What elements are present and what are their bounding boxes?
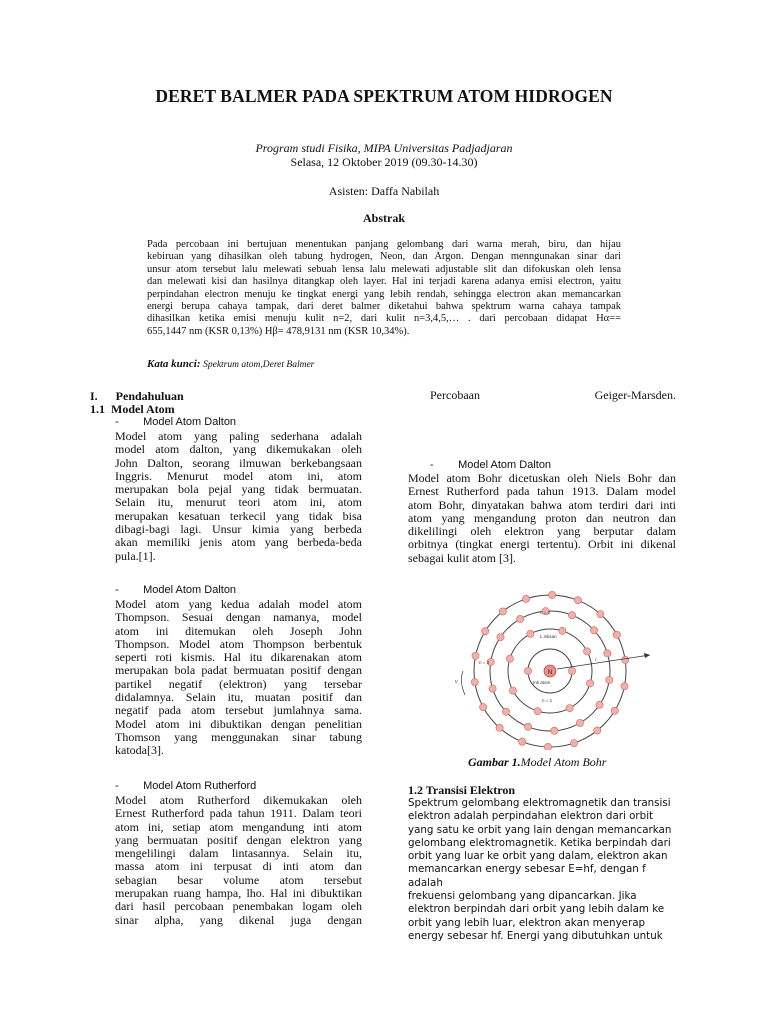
electron-icon: [509, 687, 516, 694]
abstract-line: unsur atom tersebut lalu melewati sebuah lensa lalu melewati adjustable slit dan difokuskan oleh lensa: [147, 263, 621, 275]
electron-icon: [622, 656, 629, 663]
text-line: sebagai kulit atom [3].: [408, 550, 516, 565]
assistant-name: Asisten: Daffa Nabilah: [328, 184, 440, 198]
section-model-atom: 1.1 Model Atom: [90, 402, 175, 417]
bohr-model-figure: [445, 585, 665, 750]
text-line: Model atom Bohr dicetuskan oleh Niels Bohr dan: [408, 471, 676, 485]
text-line: dikelilingi oleh elektron yang berputar dalam: [408, 524, 676, 539]
electron-icon: [524, 723, 531, 730]
electron-icon: [568, 667, 575, 674]
abstract-body: [147, 239, 621, 338]
electron-icon: [496, 724, 503, 731]
text-fragment: Percobaan: [430, 388, 480, 402]
paragraph-transisi: [408, 797, 676, 943]
electron-icon: [517, 615, 524, 622]
text-line: atom Bohr, dinyatakan bahwa atom terdiri dari inti: [408, 497, 676, 512]
electron-icon: [527, 630, 534, 637]
text-line: merupakan bola padat bermuatan positif dengan: [115, 663, 362, 678]
electron-icon: [594, 727, 601, 734]
text-line: atom yang mengandung proton dan neutron dan: [408, 510, 676, 525]
electron-icon: [549, 591, 556, 598]
electron-icon: [499, 608, 506, 615]
caption-number: Gambar 1.: [468, 755, 521, 769]
electron-icon: [506, 655, 513, 662]
text-line: pula.[1].: [115, 548, 156, 563]
section-transisi-elektron: 1.2 Transisi Elektron: [408, 783, 516, 797]
text-line: Ernest Rutherford pada tahun 1913. Dalam model: [408, 484, 676, 499]
text-line: gelombang elektromagnetik. Ketika berpindah dari: [408, 836, 671, 849]
text-line: partikel negatif (elektron) yang tersebar: [115, 676, 362, 691]
text-line: Thompson. Sesuai dengan namanya, model: [115, 610, 362, 625]
text-line: Model atom ini dibuktikan dengan penelitian: [115, 716, 362, 731]
electron-icon: [596, 701, 603, 708]
electron-icon: [574, 597, 581, 604]
text-line: merupakan kesatuan terkecil yang tidak bisa: [115, 508, 362, 523]
text-line: negatif pada atom tersebut jumlahnya sama.: [115, 703, 362, 718]
electron-icon: [524, 667, 531, 674]
text-line: katoda[3].: [115, 743, 164, 758]
text-line: memancarkan energy sebesar E=hf, dengan f adalah: [408, 863, 646, 889]
electron-icon: [570, 740, 577, 747]
electron-icon: [497, 634, 504, 641]
electron-icon: [604, 650, 611, 657]
text-line: dibagi-bagi lagi. Unsur kimia yang berbeda: [115, 522, 362, 537]
paragraph-rutherford: [115, 794, 362, 927]
paragraph-bohr: [408, 472, 676, 565]
text-line: orbitnya (tingkat energi tertentu). Orbit ini dikenal: [408, 537, 676, 552]
n3-label: n = 3: [479, 660, 490, 665]
text-line: Model atom yang paling sederhana adalah: [115, 429, 362, 443]
text-line: akan memiliki jenis atom yang berbeda-beda: [115, 535, 362, 550]
text-line: model atom dalton, yang dikemukakan oleh: [115, 442, 362, 457]
electron-icon: [584, 648, 591, 655]
text-line: Model atom Rutherford dikemukakan oleh: [115, 793, 362, 807]
left-column: [90, 390, 362, 416]
text-line: Model atom yang kedua adalah model atom: [115, 597, 362, 611]
text-line: Spektrum gelombang elektromagnetik dan transisi: [408, 797, 671, 809]
v-label: v: [455, 679, 458, 685]
l-label: L intisan: [540, 634, 557, 639]
electron-icon: [489, 685, 496, 692]
text-line: atom ini, setiap atom mengandung inti atom: [115, 819, 362, 834]
text-line: elektron berpindah dari orbit yang lebih dalam ke: [408, 903, 665, 916]
electron-icon: [559, 627, 566, 634]
text-line: orbit yang luar ke orbit yang dalam, elektron akan: [408, 850, 668, 863]
paper-title: DERET BALMER PADA SPEKTRUM ATOM HIDROGEN: [155, 86, 613, 106]
text-line: Thompson. Model atom Thompson berbentuk: [115, 636, 362, 651]
electron-icon: [471, 679, 478, 686]
subheading-rutherford: - Model Atom Rutherford: [115, 780, 257, 792]
text-line: sebagian besar volume atom tersebut: [115, 872, 362, 887]
text-line: atom ini ditemukan oleh Joseph John: [115, 623, 362, 638]
keywords-label: Kata kunci:: [147, 358, 201, 370]
abstract-heading: Abstrak: [362, 211, 405, 225]
text-line: Ernest Rutherford pada tahun 1911. Dalam teori: [115, 806, 362, 821]
keywords: [147, 358, 314, 370]
abstract-line: kebiruan yang dihasilkan oleh tabung hydrogen, Neon, dan Argon. Dengan menngunakan sinar dari: [147, 251, 621, 263]
text-line: yang bermuatan positif dengan elektron yang: [115, 832, 362, 847]
r-label: r: [595, 657, 597, 662]
electron-icon: [551, 727, 558, 734]
abstract-line: energi berupa cahaya tampak, dari deret balmer diketahui bahwa spektrum warna cahaya tampak: [147, 301, 621, 313]
paragraph-dalton: [115, 430, 362, 563]
text-fragment: Geiger-Marsden.: [594, 388, 676, 402]
geiger-marsden-line: [430, 389, 676, 402]
nucleus-label: N: [547, 670, 553, 676]
caption-text: Model Atom Bohr: [520, 755, 607, 769]
text-line: frekuensi gelombang yang dipancarkan. Jika: [408, 890, 637, 903]
electron-icon: [534, 708, 541, 715]
electron-icon: [611, 707, 618, 714]
electron-icon: [502, 708, 509, 715]
velocity-arrow: [461, 671, 465, 695]
electron-icon: [613, 631, 620, 638]
text-line: yang satu ke orbit yang lain dengan memancarkan: [408, 823, 672, 836]
text-line: mengelilingi dalam lintasannya. Selain itu,: [115, 846, 362, 861]
text-line: didalamnya. Selain itu, muatan positif dan: [115, 690, 362, 705]
subheading-bohr: - Model Atom Dalton: [430, 459, 552, 471]
electron-icon: [597, 611, 604, 618]
abstract-line: 655,1447 nm (KSR 0,13%) Hβ= 478,9131 nm (KSR 10,34%).: [147, 325, 410, 337]
keywords-text: Spektrum atom,Deret Balmer: [203, 360, 315, 370]
radius-arrow: [557, 655, 650, 669]
electron-icon: [590, 627, 597, 634]
text-line: energy sebesar hf. Energi yang dibutuhkan untuk: [408, 929, 663, 942]
electron-icon: [544, 743, 551, 750]
n1-label: n = 1: [542, 698, 553, 703]
electron-icon: [576, 719, 583, 726]
affiliation: Program studi Fisika, MIPA Universitas Padjadjaran: [255, 141, 513, 155]
text-line: seperti roti kismis. Hal itu dikarenakan atom: [115, 650, 362, 665]
text-line: massa atom ini terpusat di inti atom dan: [115, 859, 362, 874]
session-date: Selasa, 12 Oktober 2019 (09.30-14.30): [290, 155, 478, 169]
electron-icon: [472, 652, 479, 659]
text-line: dari hasil percobaan penembakan logam oleh: [115, 899, 362, 914]
paragraph-thompson: [115, 598, 362, 758]
inti-atom-label: Inti atom: [533, 680, 551, 685]
arrowhead-icon: [644, 653, 650, 658]
section-pendahuluan: I. Pendahuluan: [90, 389, 184, 403]
text-line: sinar alpha, yang dikenal juga dengan: [115, 912, 362, 927]
electron-icon: [566, 705, 573, 712]
text-line: merupakan ruang hampa, lho. Hal ini dibuktikan: [115, 886, 362, 901]
electron-icon: [480, 704, 487, 711]
text-line: orbit yang lebih luar, elektron akan menyerap: [408, 916, 646, 929]
abstract-line: dihasilkan ketika emisi menuju kulit n=2, dari kulit n=3,4,5,… . dari percobaan didapat Hα==: [147, 313, 621, 325]
text-line: Thomson yang menggunakan sinar tabung: [115, 729, 362, 744]
electron-icon: [606, 676, 613, 683]
electron-icon: [587, 680, 594, 687]
subheading-thompson: - Model Atom Dalton: [115, 584, 237, 596]
text-line: Selain itu, menurut teori atom ini, atom: [115, 495, 362, 510]
abstract-line: dan melewati kisi dan hasilnya ditangkap oleh layer. Hal ini terjadi karena adanya emisi electron, yaitu: [147, 276, 621, 288]
electron-icon: [519, 738, 526, 745]
text-line: John Dalton, seorang ilmuwan berkebangsaan: [115, 455, 362, 470]
text-line: Inggris. Menurut model atom ini, atom: [115, 468, 362, 483]
subheading-dalton: - Model Atom Dalton: [115, 416, 237, 428]
electron-icon: [568, 612, 575, 619]
electron-icon: [482, 628, 489, 635]
electron-icon: [522, 595, 529, 602]
abstract-line: perpindahan electron menuju ke tingkat energi yang lebih rendah, sehingga electron akan memancarkan: [147, 288, 621, 300]
abstract-line: Pada percobaan ini bertujuan menentukan panjang gelombang dari warna merah, biru, dan hijau: [147, 239, 621, 250]
text-line: elektron adalah perpindahan elektron dari orbit: [408, 810, 654, 823]
electron-icon: [621, 683, 628, 690]
figure-caption: [468, 755, 606, 770]
text-line: merupakan bola pejal yang tidak bermuatan.: [115, 482, 362, 497]
n2-label: n = 2: [540, 610, 551, 615]
